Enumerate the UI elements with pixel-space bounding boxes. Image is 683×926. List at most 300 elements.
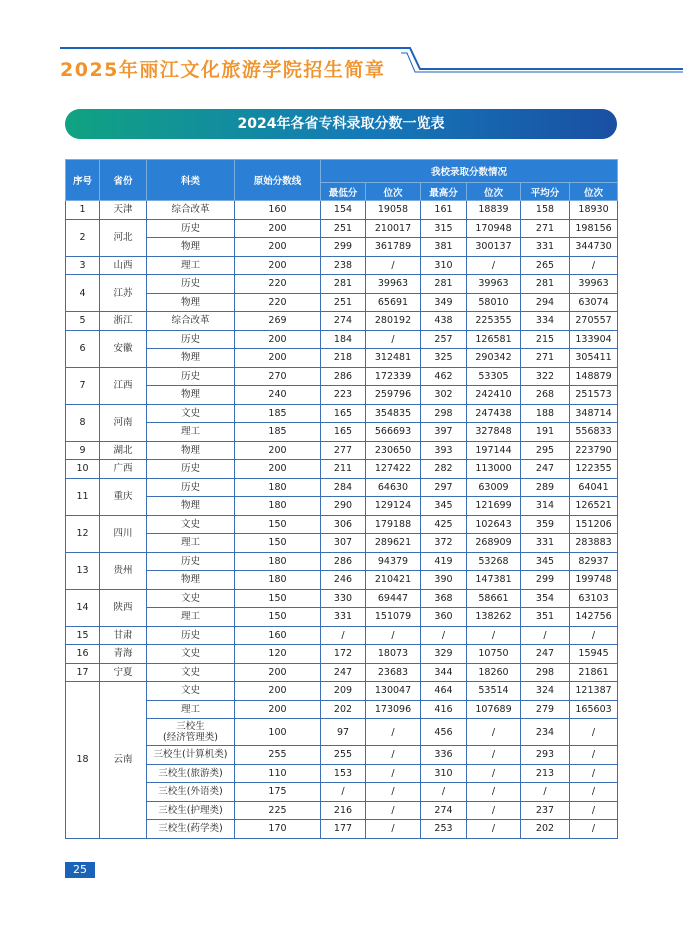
baseline-cell: 150 — [235, 589, 321, 608]
seq-cell: 1 — [66, 201, 100, 220]
province-cell: 浙江 — [100, 312, 147, 331]
min-score-cell: 177 — [321, 820, 366, 839]
min-rank-cell: 259796 — [366, 386, 421, 405]
min-score-cell: 97 — [321, 719, 366, 746]
table-row — [66, 330, 618, 349]
table-row — [66, 552, 618, 571]
category-cell: 历史 — [147, 626, 235, 645]
min-rank-cell: 230650 — [366, 441, 421, 460]
max-rank-cell: 197144 — [467, 441, 521, 460]
avg-rank-cell: 18930 — [570, 201, 618, 220]
min-score-cell: 246 — [321, 571, 366, 590]
seq-cell: 18 — [66, 682, 100, 839]
avg-score-cell: 213 — [521, 764, 570, 783]
max-score-cell: 345 — [421, 497, 467, 516]
max-rank-cell: 327848 — [467, 423, 521, 442]
min-score-cell: 165 — [321, 404, 366, 423]
table-row — [66, 386, 618, 405]
document-title: 2025年丽江文化旅游学院招生简章 — [60, 59, 386, 81]
avg-rank-cell: 15945 — [570, 645, 618, 664]
avg-rank-cell: / — [570, 764, 618, 783]
min-rank-cell: 179188 — [366, 515, 421, 534]
header-avg: 平均分 — [521, 183, 570, 201]
avg-score-cell: 202 — [521, 820, 570, 839]
avg-score-cell: 268 — [521, 386, 570, 405]
max-score-cell: 393 — [421, 441, 467, 460]
min-score-cell: 286 — [321, 552, 366, 571]
max-rank-cell: / — [467, 719, 521, 746]
avg-score-cell: 188 — [521, 404, 570, 423]
avg-rank-cell: 21861 — [570, 663, 618, 682]
avg-score-cell: 293 — [521, 746, 570, 765]
min-score-cell: 216 — [321, 801, 366, 820]
table-row — [66, 746, 618, 765]
category-cell: 历史 — [147, 219, 235, 238]
table-row — [66, 764, 618, 783]
max-rank-cell: / — [467, 626, 521, 645]
max-score-cell: 464 — [421, 682, 467, 701]
table-row — [66, 700, 618, 719]
header-rank: 位次 — [366, 183, 421, 201]
min-score-cell: 290 — [321, 497, 366, 516]
table-row — [66, 460, 618, 479]
province-cell: 江苏 — [100, 275, 147, 312]
min-score-cell: 299 — [321, 238, 366, 257]
avg-score-cell: 237 — [521, 801, 570, 820]
avg-score-cell: / — [521, 626, 570, 645]
avg-score-cell: 234 — [521, 719, 570, 746]
avg-score-cell: 158 — [521, 201, 570, 220]
province-cell: 青海 — [100, 645, 147, 664]
avg-rank-cell: 63103 — [570, 589, 618, 608]
category-cell: 三校生(旅游类) — [147, 764, 235, 783]
avg-rank-cell: 63074 — [570, 293, 618, 312]
avg-rank-cell: 305411 — [570, 349, 618, 368]
min-score-cell: 209 — [321, 682, 366, 701]
category-cell: 物理 — [147, 497, 235, 516]
category-cell: 历史 — [147, 330, 235, 349]
max-rank-cell: / — [467, 820, 521, 839]
min-rank-cell: / — [366, 626, 421, 645]
min-score-cell: 172 — [321, 645, 366, 664]
avg-score-cell: / — [521, 783, 570, 802]
min-rank-cell: / — [366, 746, 421, 765]
category-cell: 历史 — [147, 367, 235, 386]
avg-score-cell: 295 — [521, 441, 570, 460]
max-rank-cell: 53514 — [467, 682, 521, 701]
max-rank-cell: 58010 — [467, 293, 521, 312]
page-number: 25 — [65, 862, 95, 878]
seq-cell: 6 — [66, 330, 100, 367]
max-rank-cell: 53305 — [467, 367, 521, 386]
baseline-cell: 255 — [235, 746, 321, 765]
min-score-cell: / — [321, 626, 366, 645]
category-cell: 文史 — [147, 645, 235, 664]
min-score-cell: 286 — [321, 367, 366, 386]
avg-rank-cell: 344730 — [570, 238, 618, 257]
avg-score-cell: 247 — [521, 460, 570, 479]
min-score-cell: 281 — [321, 275, 366, 294]
baseline-cell: 150 — [235, 534, 321, 553]
max-rank-cell: 225355 — [467, 312, 521, 331]
max-score-cell: 397 — [421, 423, 467, 442]
min-score-cell: 211 — [321, 460, 366, 479]
baseline-cell: 120 — [235, 645, 321, 664]
avg-score-cell: 271 — [521, 349, 570, 368]
seq-cell: 2 — [66, 219, 100, 256]
avg-rank-cell: 199748 — [570, 571, 618, 590]
avg-score-cell: 351 — [521, 608, 570, 627]
avg-score-cell: 331 — [521, 238, 570, 257]
avg-score-cell: 265 — [521, 256, 570, 275]
max-score-cell: 310 — [421, 764, 467, 783]
avg-rank-cell: / — [570, 256, 618, 275]
seq-cell: 15 — [66, 626, 100, 645]
baseline-cell: 150 — [235, 608, 321, 627]
baseline-cell: 200 — [235, 682, 321, 701]
max-rank-cell: 170948 — [467, 219, 521, 238]
baseline-cell: 240 — [235, 386, 321, 405]
baseline-cell: 185 — [235, 404, 321, 423]
max-rank-cell: 18839 — [467, 201, 521, 220]
avg-rank-cell: 348714 — [570, 404, 618, 423]
max-rank-cell: / — [467, 764, 521, 783]
max-score-cell: 329 — [421, 645, 467, 664]
baseline-cell: 220 — [235, 293, 321, 312]
baseline-cell: 170 — [235, 820, 321, 839]
category-cell: 历史 — [147, 552, 235, 571]
min-rank-cell: 129124 — [366, 497, 421, 516]
table-row — [66, 293, 618, 312]
province-cell: 宁夏 — [100, 663, 147, 682]
baseline-cell: 175 — [235, 783, 321, 802]
avg-score-cell: 345 — [521, 552, 570, 571]
avg-rank-cell: 126521 — [570, 497, 618, 516]
min-rank-cell: 65691 — [366, 293, 421, 312]
min-rank-cell: / — [366, 256, 421, 275]
table-row — [66, 682, 618, 701]
max-score-cell: 390 — [421, 571, 467, 590]
avg-score-cell: 314 — [521, 497, 570, 516]
avg-rank-cell: 270557 — [570, 312, 618, 331]
max-score-cell: 462 — [421, 367, 467, 386]
max-rank-cell: 58661 — [467, 589, 521, 608]
min-score-cell: 238 — [321, 256, 366, 275]
max-score-cell: 360 — [421, 608, 467, 627]
avg-score-cell: 324 — [521, 682, 570, 701]
baseline-cell: 100 — [235, 719, 321, 746]
category-cell: 历史 — [147, 460, 235, 479]
province-cell: 河北 — [100, 219, 147, 256]
max-score-cell: 425 — [421, 515, 467, 534]
baseline-cell: 200 — [235, 238, 321, 257]
max-score-cell: 257 — [421, 330, 467, 349]
avg-rank-cell: 142756 — [570, 608, 618, 627]
province-cell: 湖北 — [100, 441, 147, 460]
baseline-cell: 180 — [235, 478, 321, 497]
province-cell: 江西 — [100, 367, 147, 404]
seq-cell: 3 — [66, 256, 100, 275]
min-score-cell: 251 — [321, 219, 366, 238]
baseline-cell: 200 — [235, 460, 321, 479]
min-score-cell: 255 — [321, 746, 366, 765]
min-rank-cell: 18073 — [366, 645, 421, 664]
seq-cell: 14 — [66, 589, 100, 626]
province-cell: 甘肃 — [100, 626, 147, 645]
min-rank-cell: 173096 — [366, 700, 421, 719]
category-cell: 物理 — [147, 349, 235, 368]
avg-rank-cell: 198156 — [570, 219, 618, 238]
table-row — [66, 820, 618, 839]
seq-cell: 8 — [66, 404, 100, 441]
min-score-cell: 218 — [321, 349, 366, 368]
header-baseline: 原始分数线 — [235, 160, 321, 201]
max-rank-cell: 107689 — [467, 700, 521, 719]
category-cell: 理工 — [147, 256, 235, 275]
min-rank-cell: 172339 — [366, 367, 421, 386]
avg-score-cell: 299 — [521, 571, 570, 590]
max-score-cell: 315 — [421, 219, 467, 238]
province-cell: 天津 — [100, 201, 147, 220]
avg-rank-cell: 133904 — [570, 330, 618, 349]
min-score-cell: 223 — [321, 386, 366, 405]
max-score-cell: 325 — [421, 349, 467, 368]
avg-rank-cell: 283883 — [570, 534, 618, 553]
max-score-cell: 349 — [421, 293, 467, 312]
min-score-cell: 247 — [321, 663, 366, 682]
max-rank-cell: 18260 — [467, 663, 521, 682]
table-row — [66, 497, 618, 516]
baseline-cell: 200 — [235, 700, 321, 719]
category-cell: 文史 — [147, 515, 235, 534]
avg-rank-cell: / — [570, 801, 618, 820]
table-row — [66, 404, 618, 423]
max-score-cell: 253 — [421, 820, 467, 839]
max-score-cell: 344 — [421, 663, 467, 682]
baseline-cell: 200 — [235, 663, 321, 682]
avg-rank-cell: 165603 — [570, 700, 618, 719]
baseline-cell: 180 — [235, 552, 321, 571]
table-row — [66, 719, 618, 746]
province-cell: 山西 — [100, 256, 147, 275]
max-rank-cell: 39963 — [467, 275, 521, 294]
seq-cell: 7 — [66, 367, 100, 404]
avg-score-cell: 294 — [521, 293, 570, 312]
header-seq: 序号 — [66, 160, 100, 201]
avg-rank-cell: / — [570, 719, 618, 746]
table-row — [66, 589, 618, 608]
min-rank-cell: / — [366, 783, 421, 802]
table-row — [66, 238, 618, 257]
category-cell: 三校生(计算机类) — [147, 746, 235, 765]
table-title-banner: 2024年各省专科录取分数一览表 — [65, 109, 617, 139]
avg-score-cell: 354 — [521, 589, 570, 608]
max-rank-cell: 300137 — [467, 238, 521, 257]
header-rule — [60, 47, 400, 49]
max-score-cell: 310 — [421, 256, 467, 275]
avg-rank-cell: / — [570, 746, 618, 765]
category-cell: 综合改革 — [147, 201, 235, 220]
max-rank-cell: 113000 — [467, 460, 521, 479]
header-decoration — [398, 47, 683, 77]
max-score-cell: 281 — [421, 275, 467, 294]
seq-cell: 13 — [66, 552, 100, 589]
max-score-cell: 368 — [421, 589, 467, 608]
baseline-cell: 200 — [235, 441, 321, 460]
baseline-cell: 150 — [235, 515, 321, 534]
max-rank-cell: / — [467, 746, 521, 765]
avg-rank-cell: 64041 — [570, 478, 618, 497]
min-score-cell: 184 — [321, 330, 366, 349]
min-score-cell: 330 — [321, 589, 366, 608]
max-score-cell: 161 — [421, 201, 467, 220]
category-cell: 理工 — [147, 608, 235, 627]
min-score-cell: / — [321, 783, 366, 802]
min-rank-cell: / — [366, 801, 421, 820]
max-score-cell: 282 — [421, 460, 467, 479]
min-rank-cell: 23683 — [366, 663, 421, 682]
province-cell: 贵州 — [100, 552, 147, 589]
table-row — [66, 801, 618, 820]
avg-rank-cell: 556833 — [570, 423, 618, 442]
min-rank-cell: 39963 — [366, 275, 421, 294]
baseline-cell: 270 — [235, 367, 321, 386]
admission-score-table — [65, 159, 618, 839]
avg-score-cell: 298 — [521, 663, 570, 682]
min-rank-cell: 289621 — [366, 534, 421, 553]
seq-cell: 9 — [66, 441, 100, 460]
province-cell: 广西 — [100, 460, 147, 479]
avg-rank-cell: 39963 — [570, 275, 618, 294]
min-rank-cell: 210017 — [366, 219, 421, 238]
max-rank-cell: / — [467, 256, 521, 275]
min-rank-cell: 280192 — [366, 312, 421, 331]
category-cell: 物理 — [147, 293, 235, 312]
table-body — [66, 201, 618, 839]
min-rank-cell: 127422 — [366, 460, 421, 479]
seq-cell: 17 — [66, 663, 100, 682]
baseline-cell: 180 — [235, 571, 321, 590]
header-group: 我校录取分数情况 — [321, 160, 618, 183]
table-row — [66, 256, 618, 275]
category-cell: 物理 — [147, 238, 235, 257]
min-score-cell: 277 — [321, 441, 366, 460]
min-rank-cell: / — [366, 820, 421, 839]
category-cell: 物理 — [147, 386, 235, 405]
table-row — [66, 515, 618, 534]
avg-score-cell: 247 — [521, 645, 570, 664]
seq-cell: 12 — [66, 515, 100, 552]
baseline-cell: 269 — [235, 312, 321, 331]
avg-score-cell: 322 — [521, 367, 570, 386]
max-rank-cell: 102643 — [467, 515, 521, 534]
avg-rank-cell: 223790 — [570, 441, 618, 460]
table-row — [66, 219, 618, 238]
avg-rank-cell: 82937 — [570, 552, 618, 571]
avg-score-cell: 331 — [521, 534, 570, 553]
seq-cell: 16 — [66, 645, 100, 664]
min-rank-cell: 151079 — [366, 608, 421, 627]
min-rank-cell: 69447 — [366, 589, 421, 608]
province-cell: 重庆 — [100, 478, 147, 515]
min-rank-cell: 354835 — [366, 404, 421, 423]
baseline-cell: 220 — [235, 275, 321, 294]
min-score-cell: 331 — [321, 608, 366, 627]
max-rank-cell: / — [467, 783, 521, 802]
max-rank-cell: 147381 — [467, 571, 521, 590]
category-cell: 综合改革 — [147, 312, 235, 331]
seq-cell: 5 — [66, 312, 100, 331]
min-score-cell: 251 — [321, 293, 366, 312]
seq-cell: 4 — [66, 275, 100, 312]
category-cell: 三校生(外语类) — [147, 783, 235, 802]
baseline-cell: 200 — [235, 349, 321, 368]
min-rank-cell: 130047 — [366, 682, 421, 701]
min-rank-cell: 566693 — [366, 423, 421, 442]
province-cell: 安徽 — [100, 330, 147, 367]
avg-rank-cell: / — [570, 820, 618, 839]
max-rank-cell: 268909 — [467, 534, 521, 553]
max-score-cell: 274 — [421, 801, 467, 820]
baseline-cell: 200 — [235, 330, 321, 349]
category-cell: 物理 — [147, 571, 235, 590]
header-province: 省份 — [100, 160, 147, 201]
seq-cell: 11 — [66, 478, 100, 515]
category-cell: 物理 — [147, 441, 235, 460]
avg-score-cell: 334 — [521, 312, 570, 331]
province-cell: 四川 — [100, 515, 147, 552]
table-row — [66, 626, 618, 645]
min-score-cell: 274 — [321, 312, 366, 331]
avg-score-cell: 359 — [521, 515, 570, 534]
table-row — [66, 534, 618, 553]
category-cell: 三校生 (经济管理类) — [147, 719, 235, 746]
max-score-cell: 302 — [421, 386, 467, 405]
max-score-cell: 336 — [421, 746, 467, 765]
max-score-cell: 438 — [421, 312, 467, 331]
province-cell: 云南 — [100, 682, 147, 839]
min-score-cell: 165 — [321, 423, 366, 442]
avg-rank-cell: / — [570, 783, 618, 802]
max-rank-cell: 138262 — [467, 608, 521, 627]
table-row — [66, 663, 618, 682]
max-score-cell: / — [421, 626, 467, 645]
max-score-cell: 298 — [421, 404, 467, 423]
max-rank-cell: / — [467, 801, 521, 820]
table-row — [66, 349, 618, 368]
header-min: 最低分 — [321, 183, 366, 201]
baseline-cell: 200 — [235, 219, 321, 238]
min-rank-cell: / — [366, 764, 421, 783]
category-cell: 理工 — [147, 534, 235, 553]
baseline-cell: 225 — [235, 801, 321, 820]
baseline-cell: 160 — [235, 201, 321, 220]
table-row — [66, 275, 618, 294]
table-row — [66, 441, 618, 460]
category-cell: 文史 — [147, 663, 235, 682]
min-score-cell: 284 — [321, 478, 366, 497]
max-rank-cell: 53268 — [467, 552, 521, 571]
table-row — [66, 571, 618, 590]
min-score-cell: 154 — [321, 201, 366, 220]
max-score-cell: 297 — [421, 478, 467, 497]
min-score-cell: 153 — [321, 764, 366, 783]
header-max: 最高分 — [421, 183, 467, 201]
avg-rank-cell: 148879 — [570, 367, 618, 386]
seq-cell: 10 — [66, 460, 100, 479]
avg-rank-cell: 122355 — [570, 460, 618, 479]
category-cell: 文史 — [147, 589, 235, 608]
